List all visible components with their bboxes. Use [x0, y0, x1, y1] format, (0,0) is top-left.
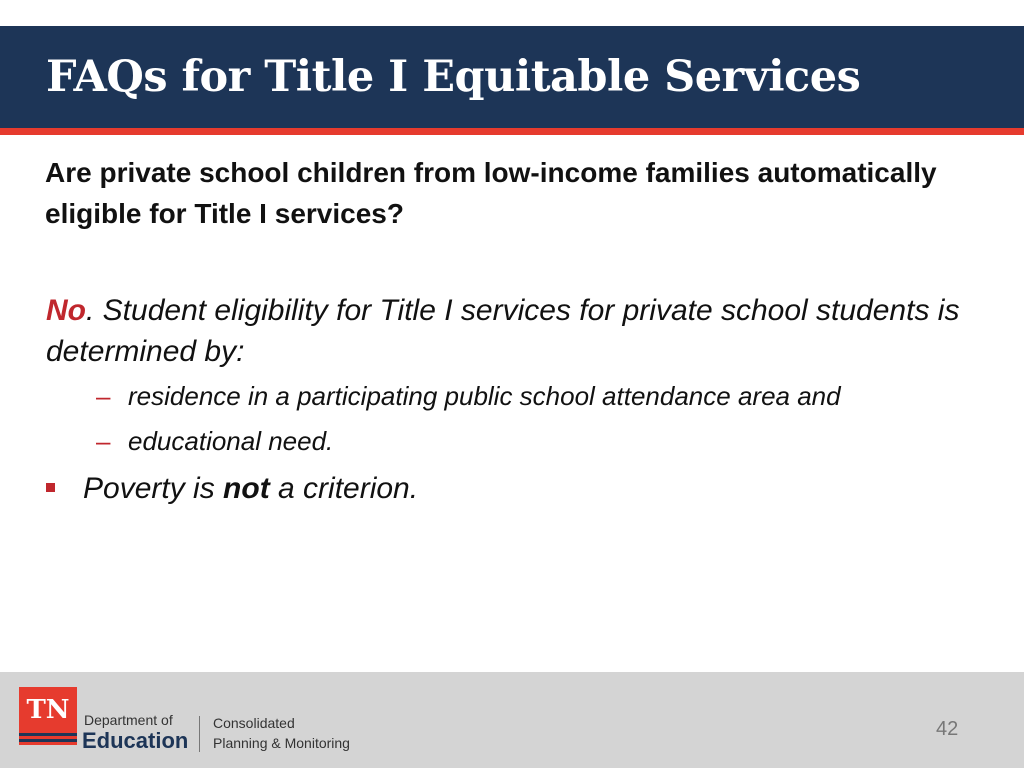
sub-item-text: educational need.	[128, 426, 334, 456]
footer-divider	[199, 716, 200, 752]
unit-line1: Consolidated	[213, 715, 295, 731]
bullet-bold: not	[223, 472, 270, 505]
dash-icon: –	[96, 426, 111, 456]
page-number: 42	[936, 718, 959, 740]
tn-logo	[19, 687, 77, 745]
bullet-pre: Poverty is	[83, 472, 224, 505]
title-accent-line	[0, 128, 1024, 135]
bullet-post: a criterion.	[269, 472, 419, 505]
sub-item-residence	[96, 381, 841, 412]
bullet-poverty	[46, 472, 418, 506]
answer-lead: No	[46, 294, 86, 327]
square-bullet-icon	[46, 483, 55, 492]
answer-paragraph	[46, 290, 986, 372]
logo-stripe	[19, 739, 77, 742]
question-text: Are private school children from low-income families automatically eligible for Title I services?	[45, 157, 937, 229]
dash-icon: –	[96, 381, 111, 411]
sub-item-text: residence in a participating public school attendance area and	[128, 381, 841, 411]
answer-rest: . Student eligibility for Title I services for private school students is determined by:	[46, 294, 960, 368]
dept-line1: Department of	[84, 712, 173, 728]
unit-line2: Planning & Monitoring	[213, 735, 350, 751]
logo-stripe	[19, 733, 77, 736]
logo-text: TN	[26, 695, 70, 725]
slide-title: FAQs for Title I Equitable Services	[46, 52, 861, 102]
dept-line2: Education	[82, 728, 189, 753]
sub-item-educational-need	[96, 426, 333, 457]
